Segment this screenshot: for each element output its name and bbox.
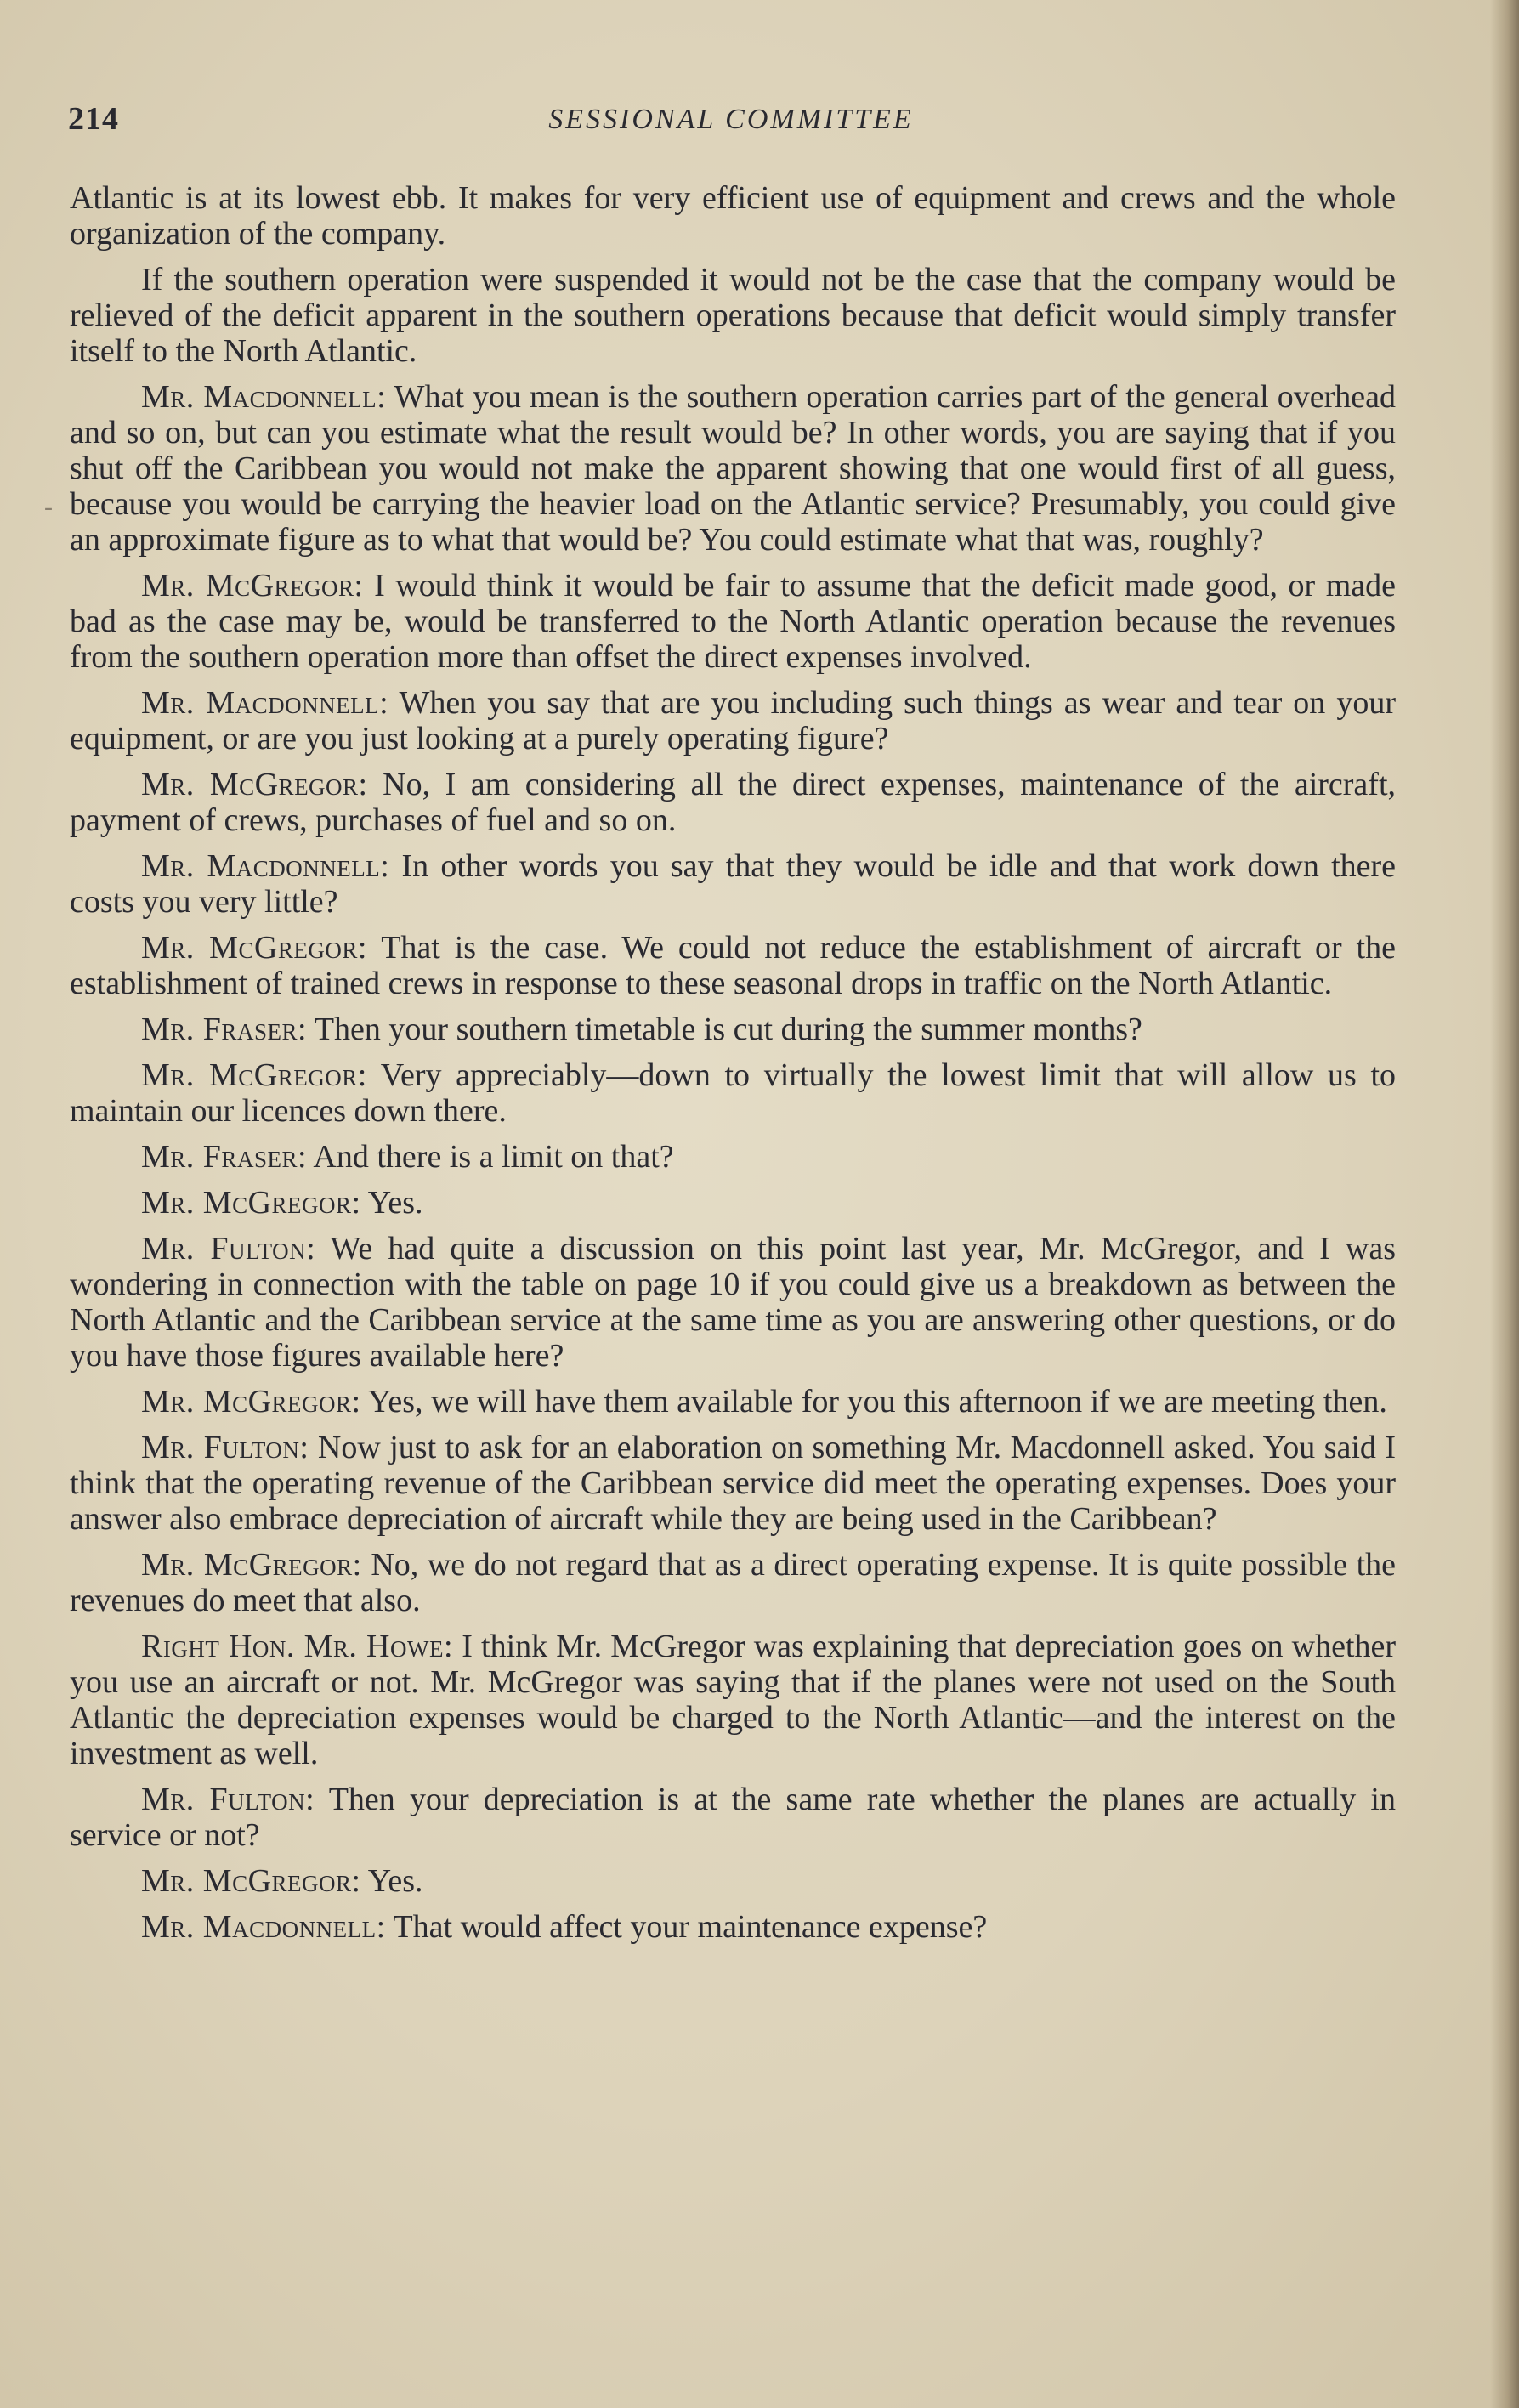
paragraph [70,1430,1396,1537]
paragraph-text: Yes. [367,1185,423,1221]
paragraph-text: Atlantic is at its lowest ebb. It makes for very efficient use of equipment and crews and the whole organization of the company. [70,180,1396,252]
speaker-name: Mr. Fulton: [141,1231,316,1266]
paragraph-text: Then your southern timetable is cut during the summer months? [314,1011,1142,1047]
paragraph [70,1185,1396,1221]
paragraph-text: In other words you say that they would be idle and that work down there costs you very little? [70,848,1397,920]
paragraph [70,1384,1396,1419]
running-head: SESSIONAL COMMITTEE [548,104,914,135]
speaker-name: Mr. McGregor: [141,1384,361,1419]
paragraph [70,1909,1396,1945]
paragraph [70,1139,1396,1175]
paragraph-text: Yes. [367,1863,423,1899]
paragraph [70,1547,1396,1618]
paragraph-text: What you mean is the southern operation carries part of the general overhead and so on, but can you estimate what the result would be? In other words, you are saying that if you shut off the Caribbean you would not make the apparent showing that one would first of all guess, because you would be carrying the heavier load on the Atlantic service? Presumably, you could give an approximate figure as to what that would be? You could estimate what that was, roughly? [70,379,1396,558]
paragraph-text: When you say that are you including such things as wear and tear on your equipment, or are you just looking at a purely operating figure? [70,685,1396,756]
speaker-name: Mr. Macdonnell: [141,848,390,884]
speaker-name: Mr. Fulton: [141,1430,309,1465]
margin-mark: - [44,493,53,521]
speaker-name: Mr. McGregor: [141,568,364,603]
page-number: 214 [68,101,119,137]
speaker-name: Mr. McGregor: [141,1057,367,1093]
speaker-name: Mr. Macdonnell: [141,1909,386,1945]
speaker-name: Mr. Macdonnell: [141,379,387,415]
paragraph [70,1782,1396,1853]
paragraph [70,1231,1396,1374]
body-text [70,180,1396,1955]
paragraph [70,379,1396,558]
paragraph [70,767,1396,838]
paragraph-text: No, we do not regard that as a direct operating expense. It is quite possible the revenues do meet that also. [70,1547,1397,1618]
paragraph [70,568,1396,675]
speaker-name: Mr. Fraser: [141,1139,308,1175]
paragraph [70,1057,1396,1129]
speaker-name: Mr. McGregor: [141,1185,361,1221]
paragraph [70,180,1396,252]
page-header [68,100,1394,151]
paragraph-text: We had quite a discussion on this point last year, Mr. McGregor, and I was wondering in connection with the table on page 10 if you could give us a breakdown as between the North Atlantic and the Caribbean service at the same time as you are answering other questions, or do you have those figures available here? [70,1231,1396,1374]
speaker-name: Right Hon. Mr. Howe: [141,1629,454,1664]
paragraph [70,1863,1396,1899]
paragraph-text: Yes, we will have them available for you this afternoon if we are meeting then. [367,1384,1387,1419]
paragraph [70,848,1396,920]
paragraph-text: That is the case. We could not reduce the establishment of aircraft or the establishment of trained crews in response to these seasonal drops in traffic on the North Atlantic. [70,930,1396,1001]
paragraph [70,1629,1396,1771]
paragraph-text: Very appreciably—down to virtually the lowest limit that will allow us to maintain our licences down there. [70,1057,1396,1129]
speaker-name: Mr. Macdonnell: [141,685,389,721]
speaker-name: Mr. McGregor: [141,767,368,802]
paragraph-text: Then your depreciation is at the same rate whether the planes are actually in service or not? [70,1782,1396,1853]
page-spine-shadow [1490,0,1519,2408]
paragraph-text: Now just to ask for an elaboration on something Mr. Macdonnell asked. You said I think that the operating revenue of the Caribbean service did meet the operating expenses. Does your answer also embrace depreciation of aircraft while they are being used in the Caribbean? [70,1430,1397,1537]
speaker-name: Mr. Fraser: [141,1011,308,1047]
paragraph-text: I think Mr. McGregor was explaining that depreciation goes on whether you use an aircraft or not. Mr. McGregor was saying that if the planes were not used on the South Atlantic the depreciation expenses would be charged to the North Atlantic—and the interest on the investment as well. [70,1629,1397,1771]
paragraph-text: That would affect your maintenance expense? [393,1909,988,1945]
speaker-name: Mr. Fulton: [141,1782,315,1817]
paragraph-text: If the southern operation were suspended it would not be the case that the company would be relieved of the deficit apparent in the southern operations because that deficit would simply transfer itself to the North Atlantic. [70,262,1396,369]
paragraph [70,685,1396,756]
paragraph-text: No, I am considering all the direct expenses, maintenance of the aircraft, payment of crews, purchases of fuel and so on. [70,767,1397,838]
paragraph [70,262,1396,369]
speaker-name: Mr. McGregor: [141,1547,362,1583]
speaker-name: Mr. McGregor: [141,1863,361,1899]
paragraph [70,1011,1396,1047]
paragraph-text: And there is a limit on that? [313,1139,674,1175]
paragraph [70,930,1396,1001]
paragraph-text: I would think it would be fair to assume that the deficit made good, or made bad as the case may be, would be transferred to the North Atlantic operation because the revenues from the southern operation more than offset the direct expenses involved. [70,568,1397,675]
speaker-name: Mr. McGregor: [141,930,367,966]
